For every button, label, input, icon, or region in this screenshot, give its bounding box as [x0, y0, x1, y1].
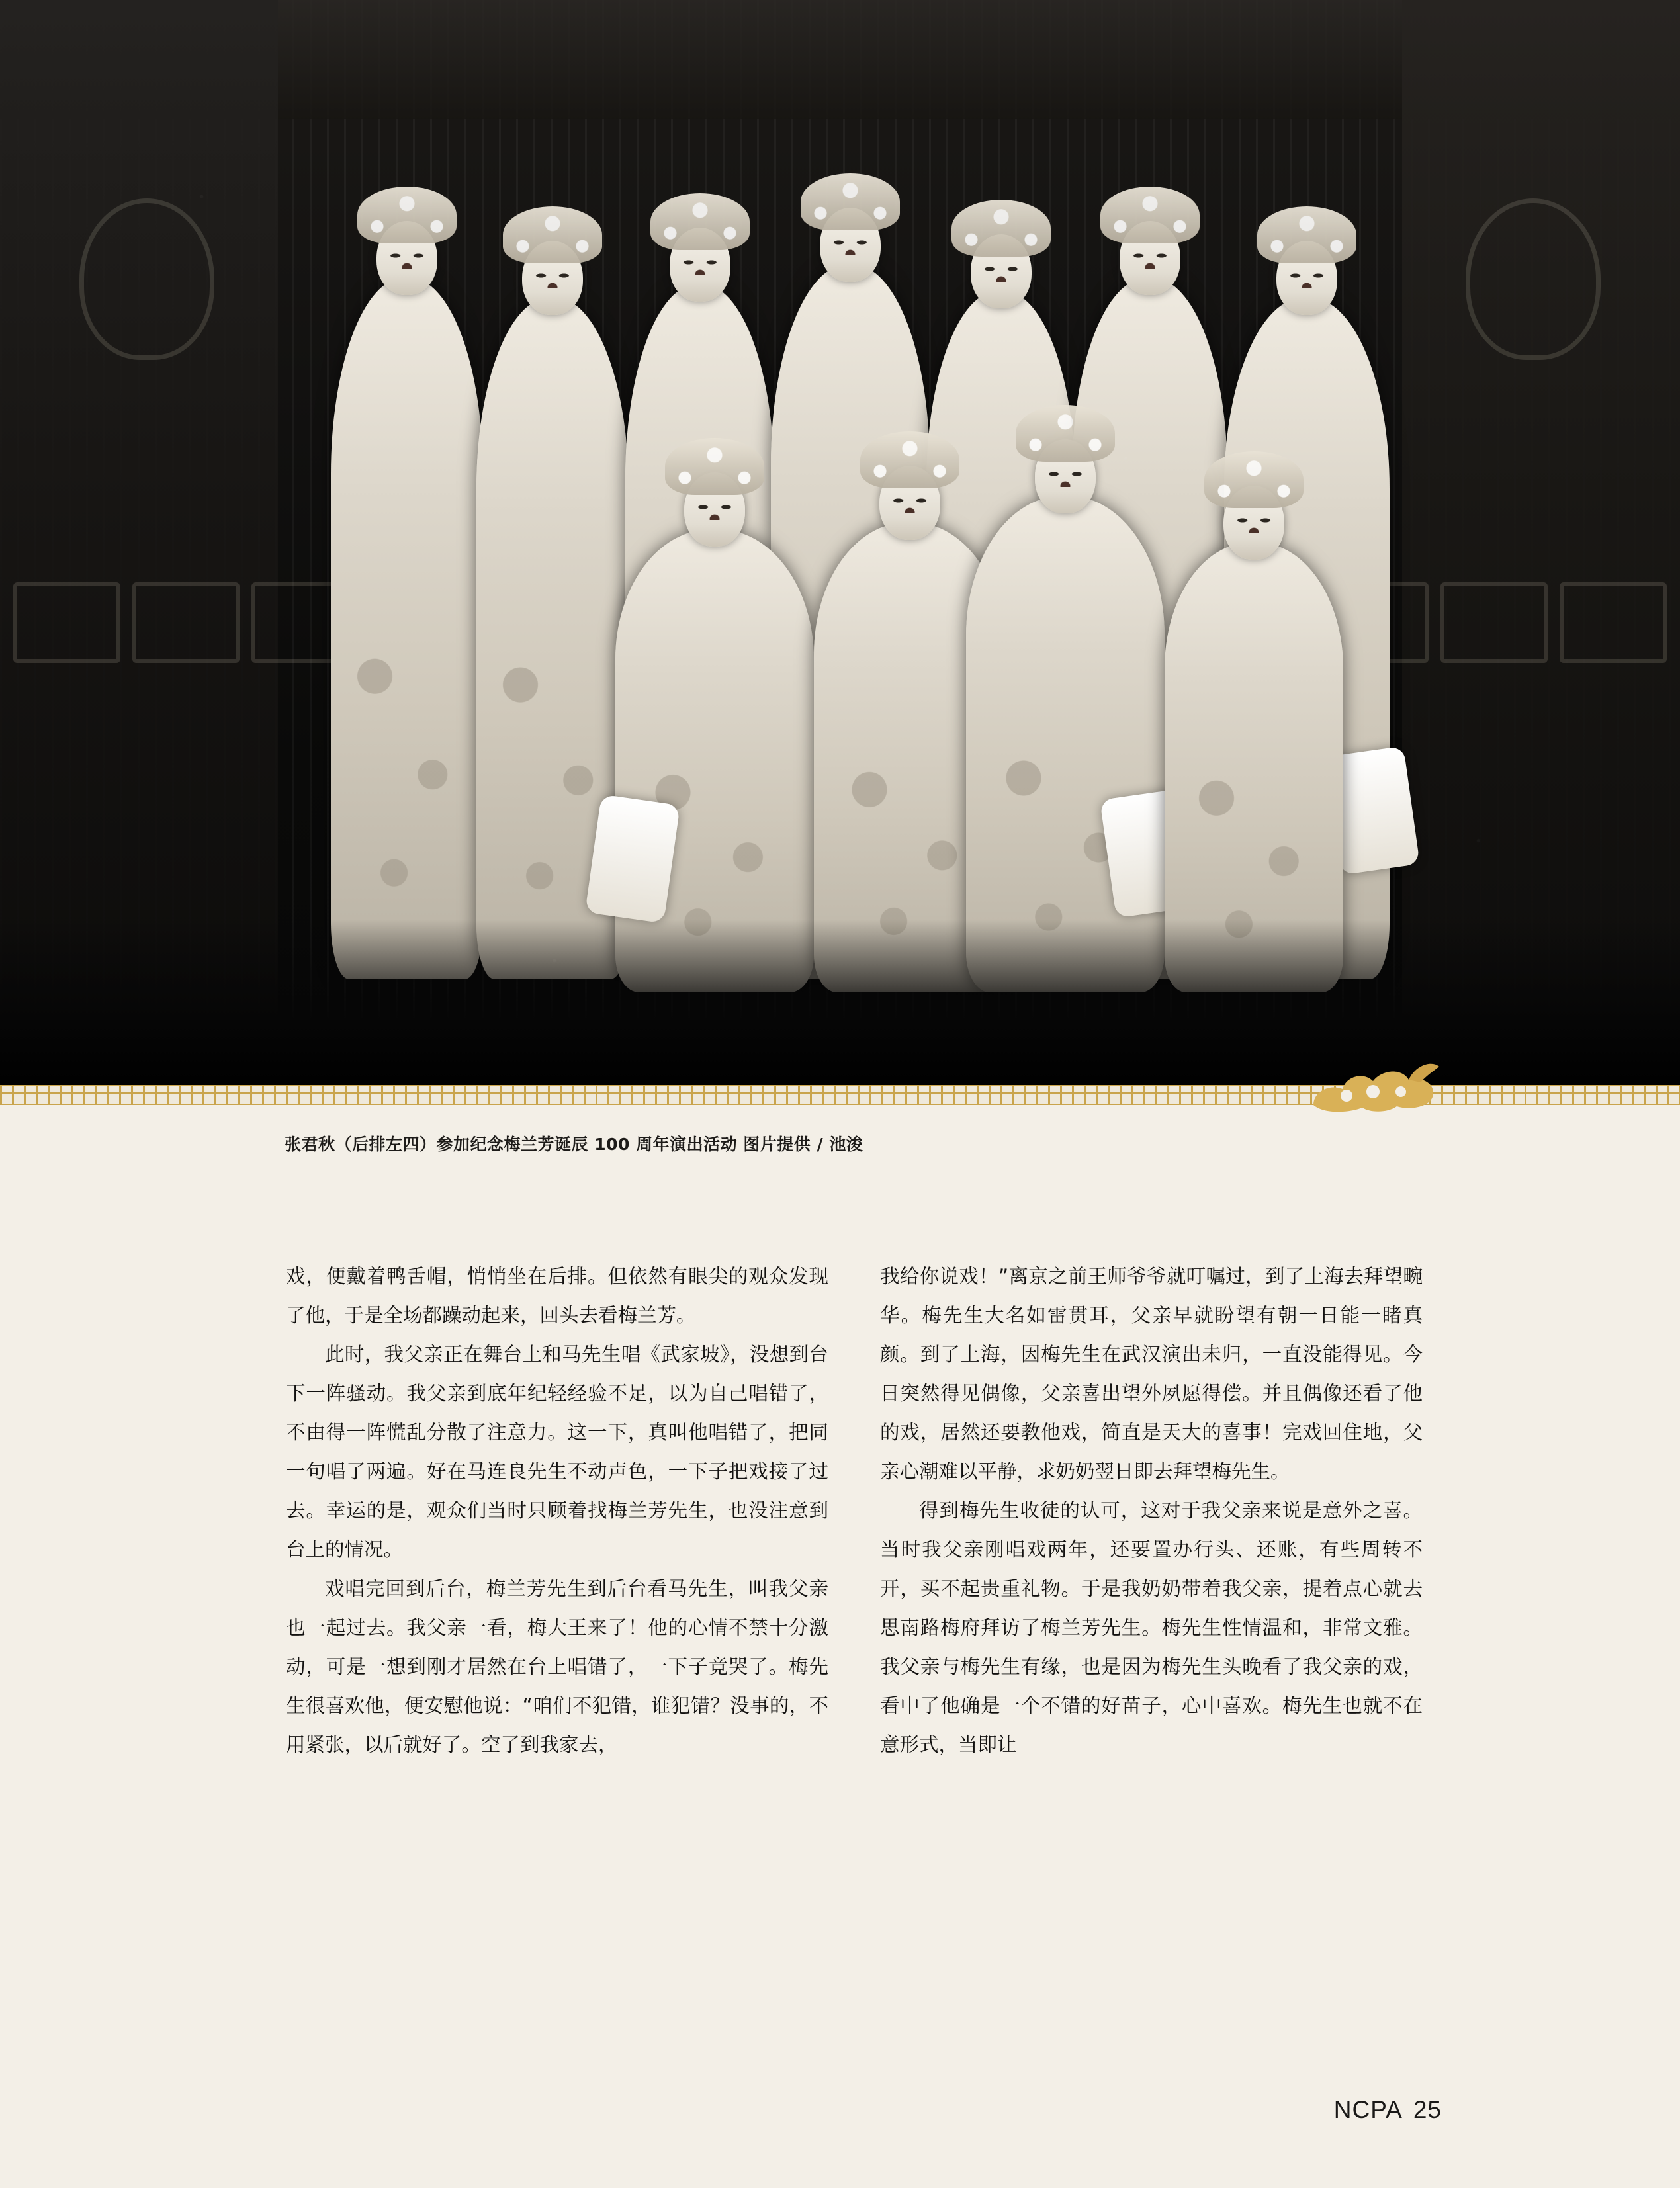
article-body [0, 1257, 1680, 2084]
paragraph: 此时，我父亲正在舞台上和马先生唱《武家坡》，没想到台下一阵骚动。我父亲到底年纪轻经验不足，以为自己唱错了，不由得一阵慌乱分散了注意力。这一下，真叫他唱错了，把同一句唱了两遍。好在马连良先生不动声色，一下子把戏接了过去。幸运的是，观众们当时只顾着找梅兰芳先生，也没注意到台上的情况。 [286, 1343, 828, 1561]
paragraph: 我给你说戏！”离京之前王师爷爷就叮嘱过，到了上海去拜望畹华。梅先生大名如雷贯耳，父亲早就盼望有朝一日能一睹真颜。到了上海，因梅先生在武汉演出未归，一直没能得见。今日突然得见偶像，父亲喜出望外夙愿得偿。并且偶像还看了他的戏，居然还要教他戏，简直是天大的喜事！完戏回住地，父亲心潮难以平静，求奶奶翌日即去拜望梅先生。 [880, 1265, 1423, 1483]
paragraph: 戏唱完回到后台，梅兰芳先生到后台看马先生，叫我父亲也一起过去。我父亲一看，梅大王来了！他的心情不禁十分激动，可是一想到刚才居然在台上唱错了，一下子竟哭了。梅先生很喜欢他，便安慰他说：“咱们不犯错，谁犯错？没事的，不用紧张，以后就好了。空了到我家去， [286, 1577, 828, 1756]
body-column-left [286, 1257, 828, 1765]
paragraph: 得到梅先生收徒的认可，这对于我父亲来说是意外之喜。当时我父亲刚唱戏两年，还要置办行头、还账，有些周转不开，买不起贵重礼物。于是我奶奶带着我父亲，提着点心就去思南路梅府拜访了梅兰芳先生。梅先生性情温和，非常文雅。我父亲与梅先生有缘，也是因为梅先生头晚看了我父亲的戏，看中了他确是一个不错的好苗子，心中喜欢。梅先生也就不在意形式，当即让 [880, 1499, 1423, 1756]
stage-photograph [0, 0, 1680, 1092]
publication-name: NCPA [1333, 2096, 1403, 2123]
page-number: 25 [1413, 2096, 1442, 2123]
photo-grain-overlay [0, 0, 1680, 1092]
ruyi-cloud-icon [1309, 1053, 1442, 1114]
photo-caption: 张君秋（后排左四）参加纪念梅兰芳诞辰 100 周年演出活动 图片提供 / 池浚 [285, 1135, 863, 1154]
page-footer [1334, 2096, 1442, 2124]
paragraph: 戏，便戴着鸭舌帽，悄悄坐在后排。但依然有眼尖的观众发现了他，于是全场都躁动起来，回头去看梅兰芳。 [286, 1265, 828, 1327]
body-column-right [880, 1257, 1423, 1765]
